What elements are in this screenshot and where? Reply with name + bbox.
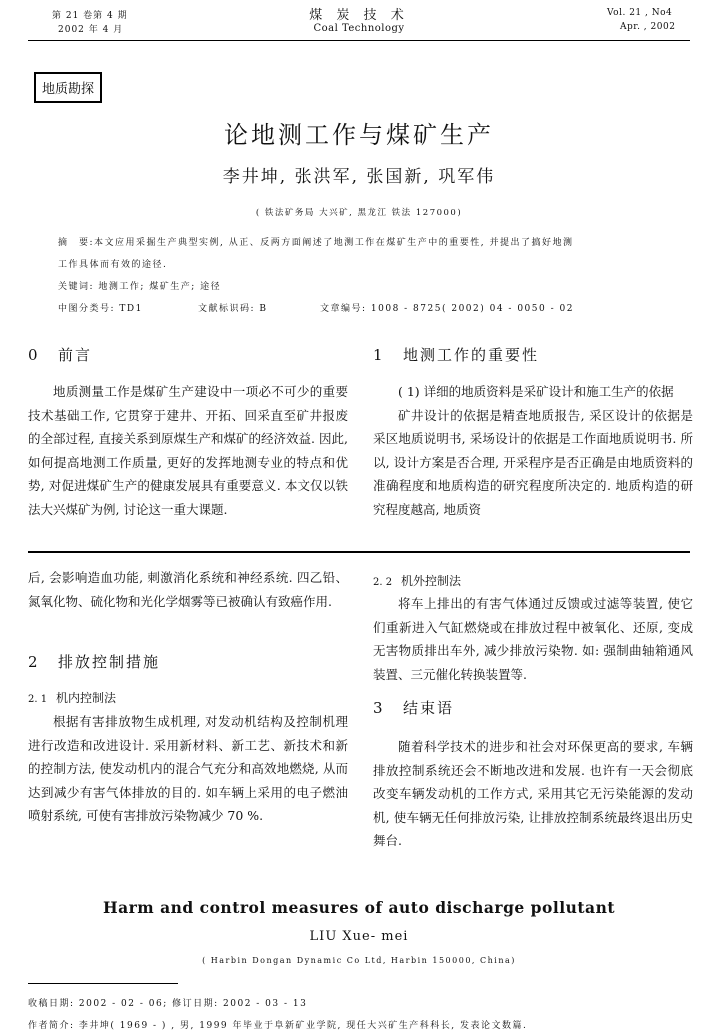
author-bio: 作者简介: 李井坤( 1969 - ) , 男, 1999 年毕业于阜新矿业学院, 现任大兴矿生产科科长, 发表论文数篇. (28, 1021, 528, 1031)
classification-row (58, 298, 688, 320)
issue-date: 2002 年 4 月 (58, 25, 124, 35)
section-3-number: 3 (373, 699, 385, 717)
section-3-body (373, 735, 693, 853)
section-2-2-title: 机外控制法 (401, 574, 462, 588)
section-2-1-body (28, 710, 348, 828)
journal-title-cn: 煤 炭 技 术 (309, 8, 409, 23)
clc-number: 中图分类号: TD1 (58, 304, 143, 314)
section-2-2-number: 2. 2 (373, 577, 393, 588)
received-date: 收稿日期: 2002 - 02 - 06; 修订日期: 2002 - 03 - 13 (28, 999, 308, 1009)
section-0-heading (28, 344, 92, 365)
section-1-paragraph-2: 矿井设计的依据是精查地质报告, 采区设计的依据是采区地质说明书, 采场设计的依据是工作面地质说明书. 所以, 设计方案是否合理, 开采程序是否正确是由地质资料的准确程度和地质构造的研究程度所决定的. 地质构造的研究程度越高, 地质资 (373, 407, 693, 517)
article-divider (28, 551, 690, 553)
section-0-body (28, 380, 348, 521)
section-1-title: 地测工作的重要性 (403, 346, 540, 364)
english-affiliation: ( Harbin Dongan Dynamic Co Ltd, Harbin 150000, China) (202, 956, 516, 965)
section-2-1-title: 机内控制法 (56, 691, 117, 705)
section-2-heading (28, 651, 160, 672)
section-2-title: 排放控制措施 (58, 653, 161, 671)
section-1-number: 1 (373, 346, 385, 364)
section-2-1-number: 2. 1 (28, 694, 48, 705)
section-3-title: 结束语 (403, 699, 455, 717)
lower-left-body (28, 566, 348, 613)
abstract-text-line1: 本文应用采掘生产典型实例, 从正、反两方面阐述了地测工作在煤矿生产中的重要性, 并提出了搞好地测 (94, 238, 574, 248)
section-1-body (373, 380, 693, 521)
abstract-text-line2: 工作具体而有效的途径. (58, 260, 168, 270)
section-1-heading (373, 344, 539, 365)
section-2-number: 2 (28, 653, 40, 671)
english-author: LIU Xue- mei (309, 929, 409, 944)
section-2-2-paragraph: 将车上排出的有害气体通过反馈或过滤等装置, 使它们重新进入气缸燃烧或在排放过程中被氧化、还原, 变成无害物质排出车外, 减少排放污染物. 如: 强制曲轴箱通风装置、三元催化转换装置等. (373, 596, 693, 682)
footnote-rule (28, 983, 178, 984)
section-0-paragraph: 地质测量工作是煤矿生产建设中一项必不可少的重要技术基础工作, 它贯穿于建井、开拓、回采直至矿井报废的全部过程, 直接关系到原煤生产和煤矿的经济效益. 因此, 如何提高地测工作质量, 更好的发挥地测专业的特点和优势, 对促进煤矿生产的健康发展具有重要意义. 本文仅以铁法大兴煤矿为例, 讨论这一重大课题. (28, 384, 348, 517)
section-3-paragraph: 随着科学技术的进步和社会对环保更高的要求, 车辆排放控制系统还会不断地改进和发展. 也许有一天会彻底改变车辆发动机的工作方式, 采用其它无污染能源的发动机, 使车辆无任何排放污染, 让排放控制系统最终退出历史舞台. (373, 739, 693, 848)
article-affiliation: ( 铁法矿务局 大兴矿, 黑龙江 铁法 127000) (255, 208, 463, 218)
volume-info: Vol. 21 , No4 (607, 8, 673, 18)
section-2-1-paragraph: 根据有害排放物生成机理, 对发动机结构及控制机理进行改造和改进设计. 采用新材料、新工艺、新技术和新的控制方法, 使发动机内的混合气充分和高效地燃烧, 从而达到减少有害气体排放的目的. 如车辆上采用的电子燃油喷射系统, 可使有害排放污染物减少 70 %. (28, 714, 348, 823)
keywords: 关键词: 地测工作; 煤矿生产; 途径 (58, 282, 222, 292)
header-rule (28, 40, 690, 41)
journal-title-en: Coal Technology (313, 23, 405, 34)
issue-info: 第 21 卷第 4 期 (52, 11, 128, 21)
abstract (58, 232, 688, 320)
continued-paragraph: 后, 会影响造血功能, 刺激消化系统和神经系统. 四乙铅、氮氧化物、硫化物和光化学烟雾等已被确认有致癌作用. (28, 570, 348, 609)
section-2-1-heading (28, 689, 116, 706)
section-tag: 地质勘探 (34, 72, 102, 103)
article-title: 论地测工作与煤矿生产 (224, 121, 494, 149)
section-0-number: 0 (28, 346, 40, 364)
section-2-2-body (373, 592, 693, 686)
article-number: 文章编号: 1008 - 8725( 2002) 04 - 0050 - 02 (320, 304, 574, 314)
abstract-label: 摘 要: (58, 238, 95, 248)
english-title: Harm and control measures of auto discharge pollutant (102, 898, 616, 917)
section-0-title: 前言 (58, 346, 93, 364)
issue-month-en: Apr. , 2002 (620, 22, 676, 32)
section-3-heading (373, 697, 454, 718)
section-1-paragraph-1: ( 1) 详细的地质资料是采矿设计和施工生产的依据 (398, 384, 674, 399)
article-authors: 李井坤, 张洪军, 张国新, 巩军伟 (222, 167, 496, 187)
section-2-2-heading (373, 572, 461, 589)
document-code: 文献标识码: B (198, 304, 268, 314)
